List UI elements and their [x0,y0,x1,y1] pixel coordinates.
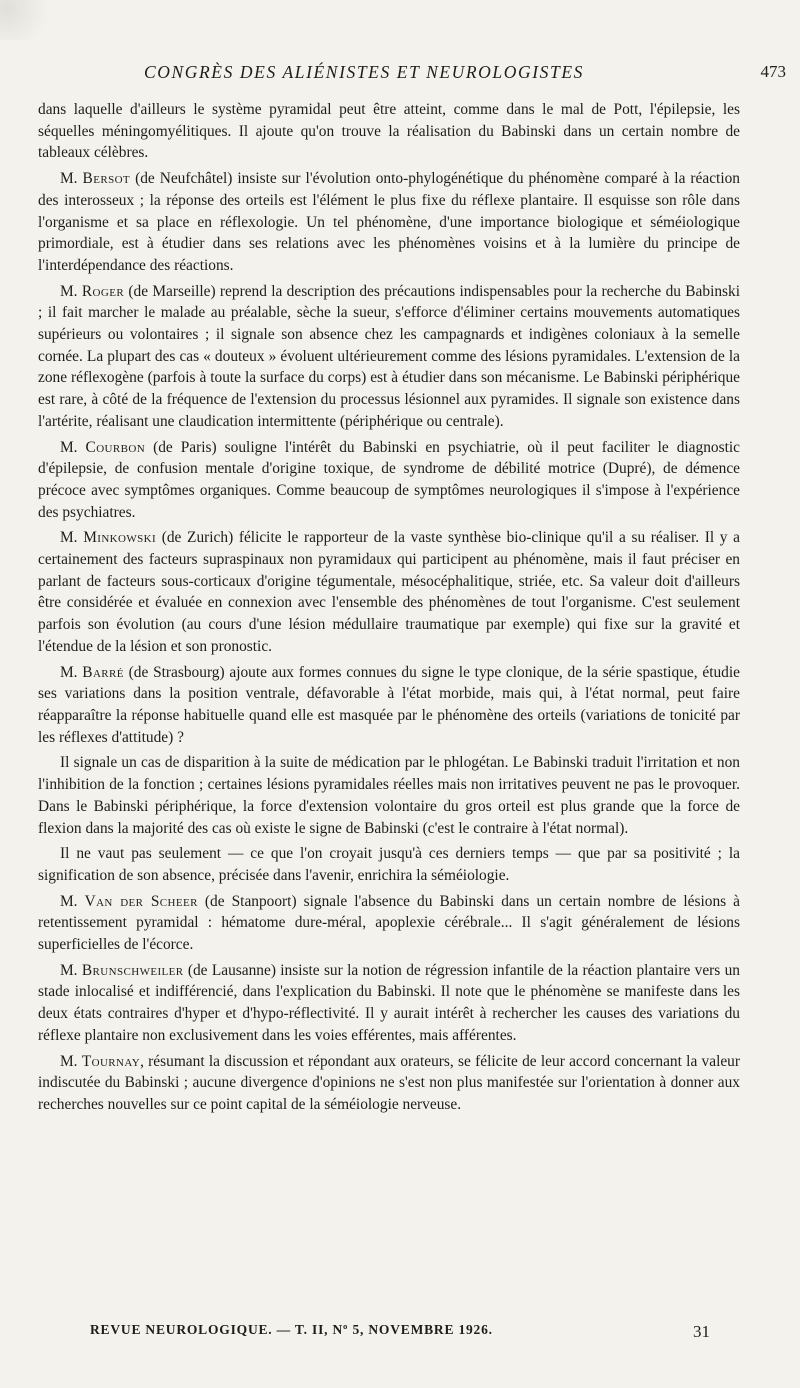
page-number: 473 [760,62,786,81]
paragraph-text: (de Lausanne) insiste sur la notion de régression infantile de la réaction plantaire vers un stade inlocalisé et indifférencié, dans l'explication du Babinski. Il note que le phénomène se manifeste dans les deux états contraires d'hyper et d'hypo-réflectivité. Il y aurait intérêt à rechercher les causes des variations du réflexe plantaire non exclusivement dans les voies efférentes, mais afférentes. [38,961,740,1044]
speaker-name: Van der Scheer [84,892,198,910]
paragraph [38,752,740,839]
speaker-name: Courbon [85,438,146,456]
paragraph-text: , résumant la discussion et répondant aux orateurs, se félicite de leur accord concernant la valeur indiscutée du Babinski ; aucune divergence d'opinions ne s'est non plus manifestée sur l'orientation à donner aux recherches nouvelles sur ce point capital de la séméiologie nerveuse. [38,1052,740,1113]
scan-artifact [0,0,60,40]
paragraph: M. Tournay, résumant la discussion et répondant aux orateurs, se félicite de leur accord concernant la valeur indiscutée du Babinski ; aucune divergence d'opinions ne s'est non plus manifestée sur l'orientation à donner aux recherches nouvelles sur ce point capital de la séméiologie nerveuse. [38,1052,740,1113]
running-title: CONGRÈS DES ALIÉNISTES ET NEUROLOGISTES [144,62,584,82]
paragraph-text: (de Stanpoort) signale l'absence du Babinski dans un certain nombre de lésions à retentissement pyramidal : hématome dure-méral, apoplexie cérébrale... Il s'agit généralement de lésions superficielles de l'écorce. [38,892,740,954]
speaker-name: Roger [81,282,125,300]
paragraph: M. Barré (de Strasbourg) ajoute aux formes connues du signe le type clonique, de la série spastique, étudie ses variations dans la position ventrale, défavorable à l'état morbide, mais qui, à l'état normal, peut faire réapparaître la réponse habituelle quand elle est masquée par le phénomène des orteils (variations de tonicité par les réflexes d'attitude) ? [38,663,740,746]
paragraph: M. Bersot (de Neufchâtel) insiste sur l'évolution onto-phylogénétique du phénomène comparé à la réaction des interosseux ; la réponse des orteils est l'élément le plus fixe du réflexe plantaire. Il esquisse son rôle dans l'organisme et sa place en réflexologie. Un tel phénomène, d'une importance biologique et séméiologique primordiale, est à étudier dans ses relations avec les phénomènes voisins et à la lumière du principe de l'interdépendance des réactions. [38,170,740,274]
speaker-name: Barré [82,663,124,681]
paragraph-text: (de Zurich) félicite le rapporteur de la vaste synthèse bio-clinique qu'il a su réaliser. Il y a certainement des facteurs supraspinaux non pyramidaux qui participent au phénomène, mais il faut préciser en parlant de facteurs sous-corticaux d'origine tégumentale, mésocéphalitique, striée, etc. Sa valeur doit d'ailleurs être considérée et évaluée en connexion avec l'ensemble des phénomènes de tout l'organisme. C'est seulement parfois son évolution (au cours d'une lésion médullaire traumatique par exemple) qui fixe sur la gravité et l'étendue de la lésion et son pronostic. [38,529,740,655]
paragraph-text: (de Neufchâtel) insiste sur l'évolution onto-phylogénétique du phénomène comparé à la réaction des interosseux ; la réponse des orteils est l'élément le plus fixe du réflexe plantaire. Il esquisse son rôle dans l'organisme et sa place en réflexologie. Un tel phénomène, d'une importance biologique et séméiologique primordiale, est à étudier dans ses relations avec les phénomènes voisins et à la lumière du principe de l'interdépendance des réactions. [38,170,740,274]
speaker-name: Brunschweiler [81,961,184,979]
paragraph-text: (de Paris) souligne l'intérêt du Babinski en psychiatrie, où il peut faciliter le diagnostic d'épilepsie, de confusion mentale d'origine toxique, de syndrome de débilité motrice (Dupré), de démence précoce avec symptômes organiques. Comme beaucoup de symptômes neurologiques il s'impose à l'expérience des psychiatres. [38,438,740,521]
page-footer [90,1322,710,1346]
paragraph-text: (de Marseille) reprend la description des précautions indispensables pour la recherche du Babinski ; il fait marcher le malade au préalable, sèche la sueur, s'efforce d'éliminer certains mouvements automatiques supérieurs ou volontaires ; il signale son absence chez les campagnards et indigènes coloniaux à la semelle cornée. La plupart des cas « douteux » évoluent ultérieurement comme des lésions pyramidales. L'extension de la zone réflexogène (parfois à toute la surface du corps) est à étudier dans son mécanisme. Le Babinski périphérique est rare, à côté de la fréquence de l'extension du processus lésionnel aux pyramides. Il signale son existence dans l'artérite, réalisant une claudication intermittente (périphérique ou centrale). [38,282,741,430]
speaker-name: Bersot [82,170,131,188]
body-text [38,99,740,1120]
paragraph-text: Il ne vaut pas seulement — ce que l'on croyait jusqu'à ces derniers temps — que par sa positivité ; la signification de son absence, précisée dans l'avenir, enrichira la séméiologie. [38,845,740,884]
paragraph-text: Il signale un cas de disparition à la suite de médication par le phlogétan. Le Babinski traduit l'irritation et non l'inhibition de la fonction ; certaines lésions pyramidales réelles mais non irritatives peuvent ne pas le provoquer. Dans le Babinski périphérique, la force d'extension volontaire du gros orteil est plus grande que la force de flexion dans la majorité des cas où existe le signe de Babinski (c'est le contraire à l'état normal). [38,754,740,837]
paragraph-text: (de Strasbourg) ajoute aux formes connues du signe le type clonique, de la série spastique, étudie ses variations dans la position ventrale, défavorable à l'état morbide, mais qui, à l'état normal, peut faire réapparaître la réponse habituelle quand elle est masquée par le phénomène des orteils (variations de tonicité par les réflexes d'attitude) ? [38,663,740,746]
paragraph: M. Courbon (de Paris) souligne l'intérêt du Babinski en psychiatrie, où il peut faciliter le diagnostic d'épilepsie, de confusion mentale d'origine toxique, de syndrome de débilité motrice (Dupré), de démence précoce avec symptômes organiques. Comme beaucoup de symptômes neurologiques il s'impose à l'expérience des psychiatres. [38,438,740,521]
paragraph [38,843,740,886]
journal-citation: REVUE NEUROLOGIQUE. — T. II, Nº 5, NOVEMBRE 1926. [90,1322,493,1337]
speaker-name: Tournay [81,1052,141,1070]
paragraph-text: dans laquelle d'ailleurs le système pyramidal peut être atteint, comme dans le mal de Pott, l'épilepsie, les séquelles méningomyélitiques. Il ajoute qu'on trouve la réalisation du Babinski dans un certain nombre de tableaux célèbres. [38,101,740,162]
paragraph: M. Minkowski (de Zurich) félicite le rapporteur de la vaste synthèse bio-clinique qu'il a su réaliser. Il y a certainement des facteurs supraspinaux non pyramidaux qui participent au phénomène, mais il faut préciser en parlant de facteurs sous-corticaux d'origine tégumentale, mésocéphalitique, striée, etc. Sa valeur doit d'ailleurs être considérée et évaluée en connexion avec l'ensemble des phénomènes de tout l'organisme. C'est seulement parfois son évolution (au cours d'une lésion médullaire traumatique par exemple) qui fixe sur la gravité et l'étendue de la lésion et son pronostic. [38,529,740,655]
paragraph: M. Brunschweiler (de Lausanne) insiste sur la notion de régression infantile de la réaction plantaire vers un stade inlocalisé et indifférencié, dans l'explication du Babinski. Il note que le phénomène se manifeste dans les deux états contraires d'hyper et d'hypo-réflectivité. Il y aurait intérêt à rechercher les causes des variations du réflexe plantaire non exclusivement dans les voies efférentes, mais afférentes. [38,961,740,1044]
speaker-name: Minkowski [83,529,157,547]
footer-page-number: 31 [693,1322,710,1341]
paragraph: M. Roger (de Marseille) reprend la description des précautions indispensables pour la recherche du Babinski ; il fait marcher le malade au préalable, sèche la sueur, s'efforce d'éliminer certains mouvements automatiques supérieurs ou volontaires ; il signale son absence chez les campagnards et indigènes coloniaux à la semelle cornée. La plupart des cas « douteux » évoluent ultérieurement comme des lésions pyramidales. L'extension de la zone réflexogène (parfois à toute la surface du corps) est à étudier dans son mécanisme. Le Babinski périphérique est rare, à côté de la fréquence de l'extension du processus lésionnel aux pyramides. Il signale son existence dans l'artérite, réalisant une claudication intermittente (périphérique ou centrale). [38,282,741,430]
paragraph [38,99,740,164]
paragraph: M. Van der Scheer (de Stanpoort) signale l'absence du Babinski dans un certain nombre de lésions à retentissement pyramidal : hématome dure-méral, apoplexie cérébrale... Il s'agit généralement de lésions superficielles de l'écorce. [38,892,740,954]
running-header [36,62,786,88]
